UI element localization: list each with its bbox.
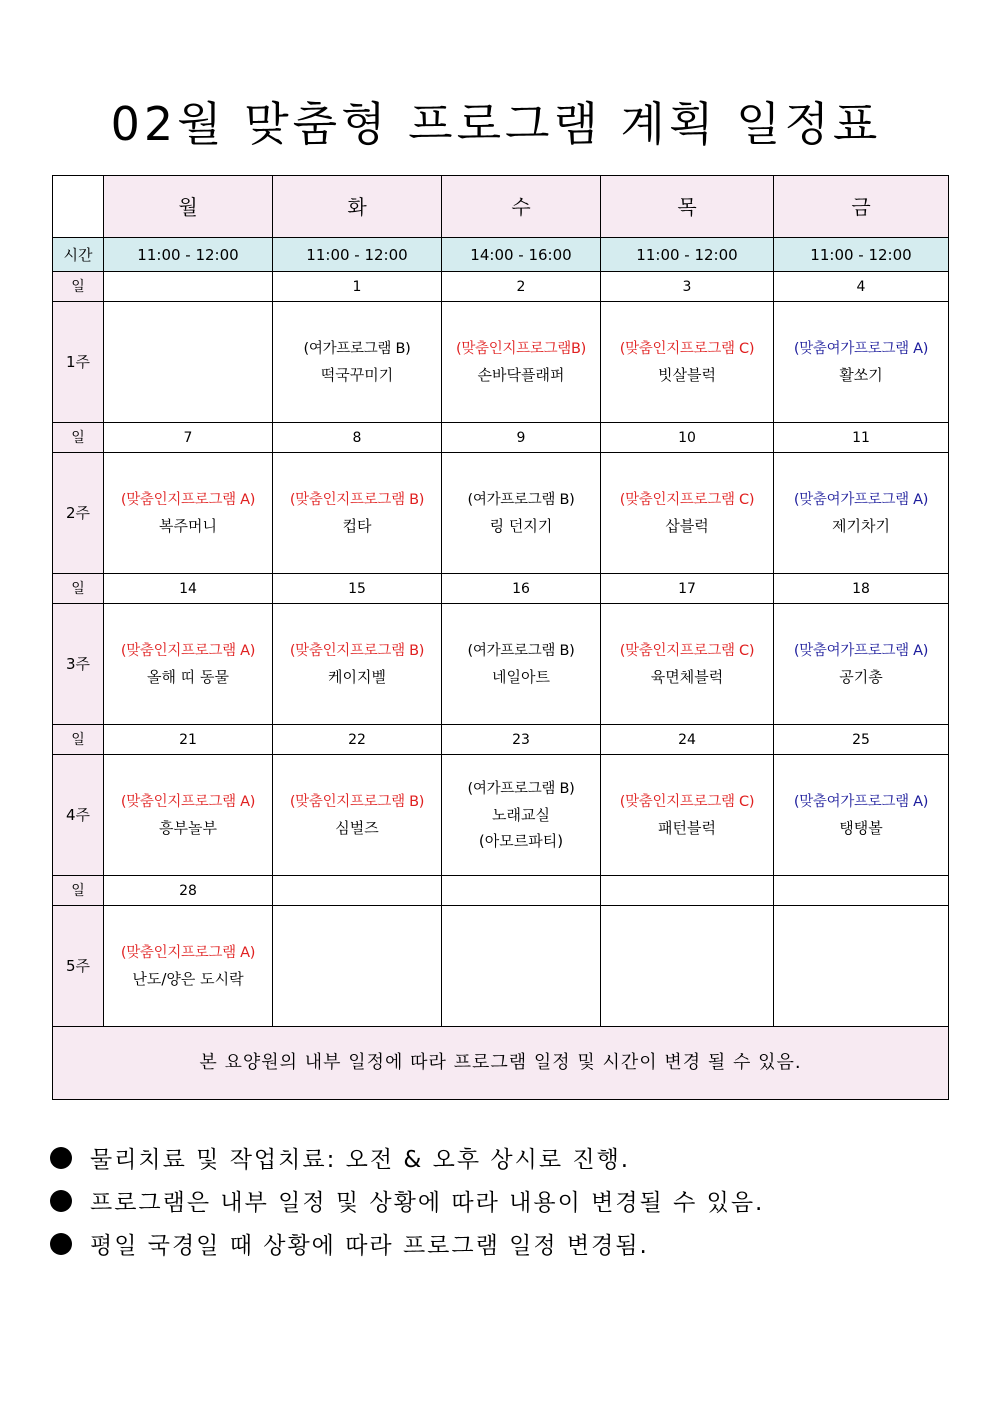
date-cell-mon: 7	[104, 423, 273, 453]
program-cell-thu	[601, 453, 774, 574]
note-item	[50, 1179, 950, 1222]
program-title: (맞춤인지프로그램 A)	[120, 643, 256, 659]
note-item	[50, 1222, 950, 1265]
day-header-wed: 수	[442, 176, 601, 238]
date-cell-thu: 17	[601, 574, 774, 604]
time-tue: 11:00 - 12:00	[273, 238, 442, 272]
date-cell-fri: 4	[774, 272, 949, 302]
program-cell-fri	[774, 604, 949, 725]
program-cell-wed	[442, 906, 601, 1027]
date-label: 일	[53, 423, 104, 453]
program-cell-fri	[774, 302, 949, 423]
program-activity: (아모르파티)	[478, 832, 564, 850]
program-cell-fri	[774, 755, 949, 876]
program-cell-tue	[273, 453, 442, 574]
program-activity: 컵타	[342, 517, 372, 535]
program-cell-wed	[442, 453, 601, 574]
note-text: 물리치료 및 작업치료: 오전 & 오후 상시로 진행.	[90, 1147, 631, 1173]
note-item	[50, 1136, 950, 1179]
date-cell-tue: 15	[273, 574, 442, 604]
program-title: (맞춤인지프로그램 C)	[619, 492, 755, 508]
program-activity: 탱탱볼	[839, 819, 883, 837]
date-cell-mon: 21	[104, 725, 273, 755]
week-label: 5주	[53, 906, 104, 1027]
date-cell-wed: 9	[442, 423, 601, 453]
week-label: 2주	[53, 453, 104, 574]
bullet-dot-icon	[50, 1233, 72, 1255]
week-label: 1주	[53, 302, 104, 423]
bullet-dot-icon	[50, 1147, 72, 1169]
date-cell-wed: 23	[442, 725, 601, 755]
week-row	[53, 906, 949, 1027]
program-cell-mon	[104, 604, 273, 725]
program-cell-thu	[601, 604, 774, 725]
program-cell-thu	[601, 302, 774, 423]
program-activity: 공기총	[839, 668, 883, 686]
date-cell-thu: 24	[601, 725, 774, 755]
date-cell-wed	[442, 876, 601, 906]
program-activity: 빗살블럭	[658, 366, 716, 384]
date-cell-fri	[774, 876, 949, 906]
program-activity: 떡국꾸미기	[320, 366, 394, 384]
program-activity: 난도/양은 도시락	[132, 970, 244, 988]
program-activity: 활쏘기	[839, 366, 883, 384]
notes-list	[50, 1136, 950, 1265]
time-row	[53, 238, 949, 272]
date-label: 일	[53, 272, 104, 302]
schedule-note: 본 요양원의 내부 일정에 따라 프로그램 일정 및 시간이 변경 될 수 있음.	[53, 1027, 949, 1100]
program-cell-thu	[601, 906, 774, 1027]
date-cell-tue: 8	[273, 423, 442, 453]
program-activity: 육면체블럭	[650, 668, 724, 686]
program-activity: 삽블럭	[665, 517, 709, 535]
time-mon: 11:00 - 12:00	[104, 238, 273, 272]
program-activity: 네일아트	[492, 668, 550, 686]
program-cell-thu	[601, 755, 774, 876]
program-title: (여가프로그램 B)	[303, 341, 411, 357]
program-title: (맞춤인지프로그램B)	[455, 341, 587, 357]
date-row	[53, 876, 949, 906]
program-activity: 패턴블럭	[658, 819, 716, 837]
program-activity: 링 던지기	[489, 517, 553, 535]
date-cell-fri: 25	[774, 725, 949, 755]
program-title: (맞춤여가프로그램 A)	[793, 492, 929, 508]
date-cell-fri: 18	[774, 574, 949, 604]
week-row	[53, 453, 949, 574]
day-header-row	[53, 176, 949, 238]
week-row	[53, 302, 949, 423]
week-label: 3주	[53, 604, 104, 725]
day-header-tue: 화	[273, 176, 442, 238]
schedule-table	[52, 175, 949, 1100]
program-cell-mon	[104, 302, 273, 423]
date-row	[53, 725, 949, 755]
program-activity: 노래교실	[492, 806, 550, 824]
date-label: 일	[53, 725, 104, 755]
program-title: (맞춤인지프로그램 C)	[619, 643, 755, 659]
program-activity: 흥부놀부	[159, 819, 217, 837]
program-title: (맞춤인지프로그램 B)	[289, 492, 425, 508]
program-cell-tue	[273, 302, 442, 423]
day-header-mon: 월	[104, 176, 273, 238]
date-row	[53, 423, 949, 453]
time-wed: 14:00 - 16:00	[442, 238, 601, 272]
date-cell-fri: 11	[774, 423, 949, 453]
program-cell-fri	[774, 453, 949, 574]
date-label: 일	[53, 876, 104, 906]
program-activity: 복주머니	[159, 517, 217, 535]
date-cell-tue	[273, 876, 442, 906]
program-activity: 제기차기	[832, 517, 890, 535]
program-activity: 손바닥플래퍼	[477, 366, 565, 384]
program-title: (맞춤여가프로그램 A)	[793, 341, 929, 357]
date-cell-thu	[601, 876, 774, 906]
program-cell-tue	[273, 604, 442, 725]
week-row	[53, 755, 949, 876]
program-title: (맞춤인지프로그램 B)	[289, 643, 425, 659]
week-label: 4주	[53, 755, 104, 876]
time-thu: 11:00 - 12:00	[601, 238, 774, 272]
date-row	[53, 574, 949, 604]
program-cell-wed	[442, 755, 601, 876]
program-cell-tue	[273, 755, 442, 876]
date-cell-mon	[104, 272, 273, 302]
date-cell-mon: 28	[104, 876, 273, 906]
day-header-fri: 금	[774, 176, 949, 238]
program-title: (맞춤인지프로그램 B)	[289, 794, 425, 810]
note-row	[53, 1027, 949, 1100]
program-cell-wed	[442, 604, 601, 725]
week-row	[53, 604, 949, 725]
program-cell-mon	[104, 906, 273, 1027]
program-title: (맞춤인지프로그램 A)	[120, 945, 256, 961]
program-title: (맞춤인지프로그램 A)	[120, 492, 256, 508]
program-title: (맞춤인지프로그램 C)	[619, 341, 755, 357]
date-label: 일	[53, 574, 104, 604]
bullet-dot-icon	[50, 1190, 72, 1212]
date-cell-thu: 10	[601, 423, 774, 453]
date-cell-tue: 1	[273, 272, 442, 302]
program-cell-mon	[104, 755, 273, 876]
date-cell-wed: 2	[442, 272, 601, 302]
note-text: 프로그램은 내부 일정 및 상황에 따라 내용이 변경될 수 있음.	[90, 1190, 765, 1216]
program-title: (맞춤여가프로그램 A)	[793, 643, 929, 659]
note-text: 평일 국경일 때 상황에 따라 프로그램 일정 변경됨.	[90, 1233, 649, 1259]
program-activity: 케이지벨	[328, 668, 386, 686]
date-cell-tue: 22	[273, 725, 442, 755]
date-cell-thu: 3	[601, 272, 774, 302]
program-title: (여가프로그램 B)	[467, 492, 575, 508]
date-row	[53, 272, 949, 302]
page-title: 02월 맞춤형 프로그램 계획 일정표	[110, 97, 882, 151]
day-header-thu: 목	[601, 176, 774, 238]
program-title: (여가프로그램 B)	[467, 643, 575, 659]
program-cell-tue	[273, 906, 442, 1027]
program-cell-fri	[774, 906, 949, 1027]
time-label: 시간	[53, 238, 104, 272]
program-title: (여가프로그램 B)	[467, 781, 575, 797]
corner-cell	[53, 176, 104, 238]
program-title: (맞춤여가프로그램 A)	[793, 794, 929, 810]
time-fri: 11:00 - 12:00	[774, 238, 949, 272]
program-title: (맞춤인지프로그램 C)	[619, 794, 755, 810]
program-activity: 올해 띠 동물	[147, 668, 229, 686]
program-activity: 심벌즈	[335, 819, 379, 837]
date-cell-mon: 14	[104, 574, 273, 604]
date-cell-wed: 16	[442, 574, 601, 604]
program-cell-mon	[104, 453, 273, 574]
program-title: (맞춤인지프로그램 A)	[120, 794, 256, 810]
program-cell-wed	[442, 302, 601, 423]
